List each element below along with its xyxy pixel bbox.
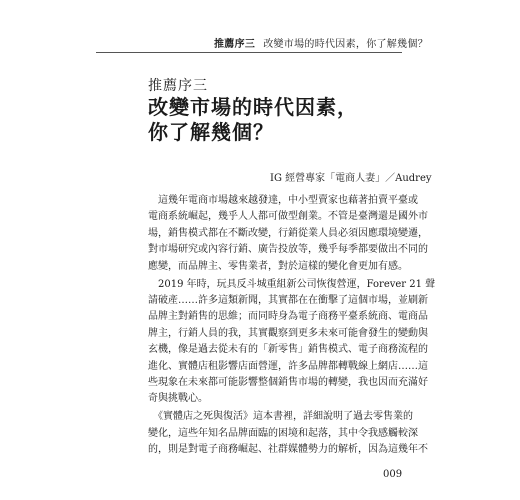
paragraph-line: 品牌主對銷售的思維；而同時身為電子商務平臺系統商、電商品	[148, 311, 428, 323]
paragraph-line: 玄機，像是過去從未有的「新零售」銷售模式、電子商務流程的	[148, 344, 428, 356]
header-rule	[96, 52, 402, 53]
paragraph-line: 的，則是對電子商務崛起、社群媒體勢力的解析，因為這幾年不	[148, 444, 428, 456]
running-head-title: 改變市場的時代因素，你了解幾個？	[263, 39, 429, 50]
chapter-label: 推薦序三	[148, 78, 208, 94]
paragraph-line: 奇與挑戰心。	[148, 393, 208, 405]
paragraph-line: 對市場研究或內容行銷、廣告投放等，幾乎每季都要做出不同的	[148, 244, 428, 256]
running-head-section: 推薦序三	[214, 39, 256, 50]
paragraph-line: 請破產……許多這類新聞，其實都在在衝擊了這個市場，並刷新	[148, 294, 428, 306]
chapter-title	[148, 95, 358, 145]
chapter-title-line: 你了解幾個？	[148, 120, 274, 144]
body-text	[148, 193, 436, 460]
chapter-title-line: 改變市場的時代因素，	[148, 95, 358, 119]
paragraph	[148, 193, 428, 275]
page-number: 009	[383, 469, 403, 480]
running-head	[214, 35, 429, 50]
paragraph-line: 2019 年時，玩具反斗城重組新公司恢復營運，Forever 21 聲	[148, 278, 436, 290]
paragraph-line: 進化、實體店租影響店面營運，許多品牌都轉戰線上網店……這	[148, 360, 428, 372]
paragraph-line: 牌主，行銷人員的我，其實觀察到更多未來可能會發生的變動與	[148, 327, 428, 339]
paragraph-line: 這幾年電商市場越來越發達，中小型賣家也藉著拍賣平臺或	[148, 195, 418, 206]
paragraph-line: 變化，這些年知名品牌面臨的困境和起落，其中令我感觸較深	[148, 427, 418, 439]
byline: IG 經營專家「電商人妻」／Audrey	[270, 173, 432, 184]
paragraph-line: 場，銷售模式都在不斷改變，行銷從業人員必須因應環境變遷，	[148, 227, 428, 239]
paragraph	[148, 409, 428, 458]
paragraph-line: 應變，而品牌主、零售業者，對於這樣的變化會更加有感。	[148, 260, 408, 272]
paragraph-line: 些現象在未來都可能影響整個銷售市場的轉變，我也因而充滿好	[148, 376, 428, 388]
paragraph-line: 《實體店之死與復活》這本書裡，詳細說明了過去零售業的	[148, 411, 413, 423]
paragraph	[148, 277, 436, 408]
paragraph-line: 電商系統崛起，幾乎人人都可做型創業。不管是臺灣還是國外市	[148, 211, 428, 223]
